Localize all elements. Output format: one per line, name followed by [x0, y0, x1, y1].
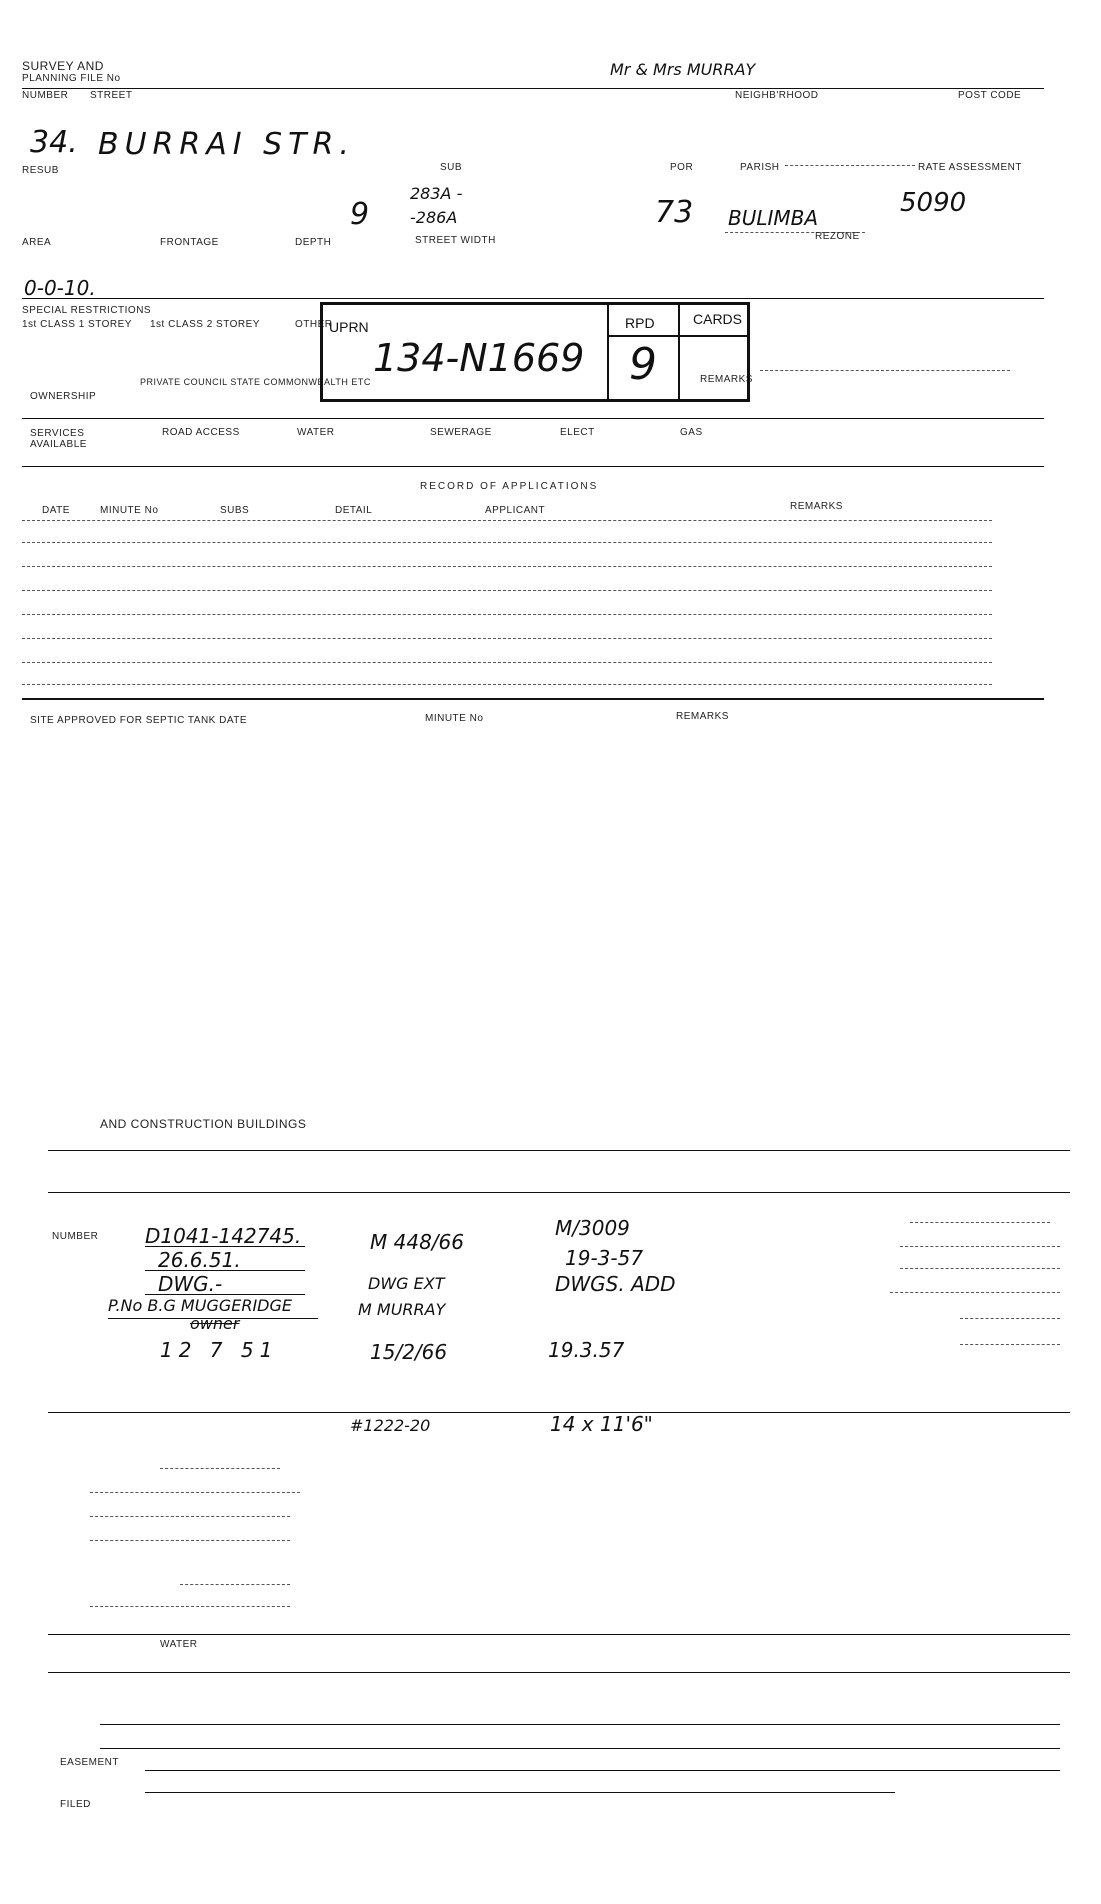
top-rule [22, 88, 1044, 89]
other-label: OTHER [295, 319, 333, 330]
lower-row [90, 1606, 290, 1607]
rate-number: 5090 [900, 188, 967, 218]
cards-label: CARDS [693, 311, 743, 327]
services-label: SERVICES AVAILABLE [30, 428, 87, 450]
bottom-row [100, 1748, 1060, 1749]
col2-type: DWG EXT [368, 1274, 445, 1293]
app-row [22, 520, 992, 521]
col3-type: DWGS. ADD [555, 1272, 676, 1296]
detail-col: DETAIL [335, 505, 373, 516]
sewerage-label: SEWERAGE [430, 427, 492, 438]
gas-label: GAS [680, 427, 703, 438]
stamp-header-rule [607, 335, 750, 337]
remarks-label-bottom: REMARKS [676, 711, 729, 722]
minute-col: MINUTE No [100, 505, 159, 516]
subdivision-range-2: -286A [410, 208, 458, 227]
septic-label: SITE APPROVED FOR SEPTIC TANK DATE [30, 715, 248, 726]
ownership-label: OWNERSHIP [30, 391, 97, 402]
bottom-header: AND CONSTRUCTION BUILDINGS [100, 1117, 307, 1131]
col2-number: M 448/66 [370, 1230, 464, 1254]
col3-date: 19-3-57 [565, 1246, 644, 1270]
easement-label: EASEMENT [60, 1757, 120, 1768]
app-row [22, 638, 992, 639]
neighbourhood-label: NEIGHB'RHOOD [735, 90, 819, 101]
bottom-row [145, 1770, 1060, 1771]
class2-label: 1st CLASS 2 STOREY [150, 319, 260, 330]
col2-completed: 15/2/66 [370, 1340, 448, 1364]
ownership-options: PRIVATE COUNCIL STATE COMMONWEALTH ETC [140, 377, 371, 387]
bottom-water-label: WATER [160, 1639, 198, 1650]
right-row [960, 1344, 1060, 1345]
col1-date: 26.6.51. [158, 1248, 241, 1272]
survey-header: SURVEY AND [22, 59, 104, 73]
area-rule [22, 298, 1044, 299]
resub-label: RESUB [22, 165, 59, 176]
app-row [22, 662, 992, 663]
app-row [22, 684, 992, 685]
uprn-value: 134-N1669 [373, 336, 585, 380]
col1-number: D1041-142745. [145, 1224, 302, 1248]
septic-rule [22, 698, 1044, 700]
col1-underline [145, 1270, 305, 1271]
col1-underline [145, 1246, 305, 1247]
area-label: AREA [22, 237, 52, 248]
special-restrictions-label: SPECIAL RESTRICTIONS [22, 305, 152, 316]
water-rule [48, 1634, 1070, 1635]
stamp-divider [607, 305, 609, 399]
subs-col: SUBS [220, 505, 250, 516]
parish-value: BULIMBA [728, 206, 819, 230]
col1-underline [108, 1318, 318, 1319]
planning-file-label: PLANNING FILE No [22, 73, 121, 84]
parish-label: PARISH [740, 162, 780, 173]
applications-header: RECORD OF APPLICATIONS [420, 481, 599, 492]
uprn-label: UPRN [329, 319, 369, 335]
date-col: DATE [42, 505, 70, 516]
right-row [960, 1318, 1060, 1319]
parish-underline [785, 165, 915, 166]
elect-label: ELECT [560, 427, 595, 438]
lower-row [90, 1540, 290, 1541]
applications-rule [22, 466, 1044, 467]
col3-number: M/3009 [555, 1216, 630, 1240]
minute-label-bottom: MINUTE No [425, 713, 484, 724]
lower-row [180, 1584, 290, 1585]
col1-completed: 12 7 51 [160, 1338, 279, 1362]
col1-role: owner [190, 1314, 240, 1333]
col1-owner: P.No B.G MUGGERIDGE [108, 1296, 293, 1315]
col3-completed: 19.3.57 [548, 1338, 625, 1362]
right-row [890, 1292, 1060, 1293]
app-row [22, 542, 992, 543]
subdivision: 9 [350, 197, 370, 232]
frontage-label: FRONTAGE [160, 237, 219, 248]
size-ref: #1222-20 [350, 1416, 431, 1435]
app-row [22, 614, 992, 615]
bottom-row [145, 1792, 895, 1793]
app-row [22, 566, 992, 567]
remarks-dash [760, 370, 1010, 371]
subdivision-range-1: 283A - [410, 184, 463, 203]
services-rule [22, 418, 1044, 419]
filed-label: FILED [60, 1799, 91, 1810]
uprn-stamp [320, 302, 750, 402]
stamp-divider [678, 305, 680, 399]
col1-type: DWG.- [158, 1272, 223, 1296]
class1-label: 1st CLASS 1 STOREY [22, 319, 132, 330]
col1-underline [145, 1294, 305, 1295]
after-water-rule [48, 1672, 1070, 1673]
rpd-value: 9 [629, 339, 657, 390]
portion: 73 [655, 195, 694, 230]
right-row [900, 1246, 1060, 1247]
app-row [22, 590, 992, 591]
water-label: WATER [297, 427, 335, 438]
rate-label: RATE ASSESSMENT [918, 162, 1023, 173]
street-width-label: STREET WIDTH [415, 235, 496, 246]
por-label: POR [670, 162, 694, 173]
size-dimensions: 14 x 11'6" [550, 1412, 653, 1436]
lower-row [90, 1492, 300, 1493]
number-label: NUMBER [22, 90, 69, 101]
bottom-rule-1 [48, 1150, 1070, 1151]
postcode-label: POST CODE [958, 90, 1022, 101]
right-row [900, 1268, 1060, 1269]
sub-label: SUB [440, 162, 463, 173]
bottom-rule-2 [48, 1192, 1070, 1193]
remarks-col: REMARKS [790, 501, 843, 512]
area-value: 0-0-10. [24, 276, 96, 300]
bottom-number-label: NUMBER [52, 1231, 99, 1242]
road-access-label: ROAD ACCESS [162, 427, 240, 438]
owner-handwritten: Mr & Mrs MURRAY [610, 60, 756, 79]
street-label: STREET [90, 90, 133, 101]
right-row [910, 1222, 1050, 1223]
depth-label: DEPTH [295, 237, 332, 248]
remarks-label-top: REMARKS [700, 374, 753, 385]
street-name: BURRAI STR. [98, 127, 355, 162]
rpd-label: RPD [625, 315, 655, 331]
col2-owner: M MURRAY [358, 1300, 446, 1319]
lower-row [160, 1468, 280, 1469]
street-number: 34. [30, 125, 78, 160]
applicant-col: APPLICANT [485, 505, 546, 516]
rezone-label: REZONE [815, 231, 860, 242]
lower-row [90, 1516, 290, 1517]
bottom-row [100, 1724, 1060, 1725]
